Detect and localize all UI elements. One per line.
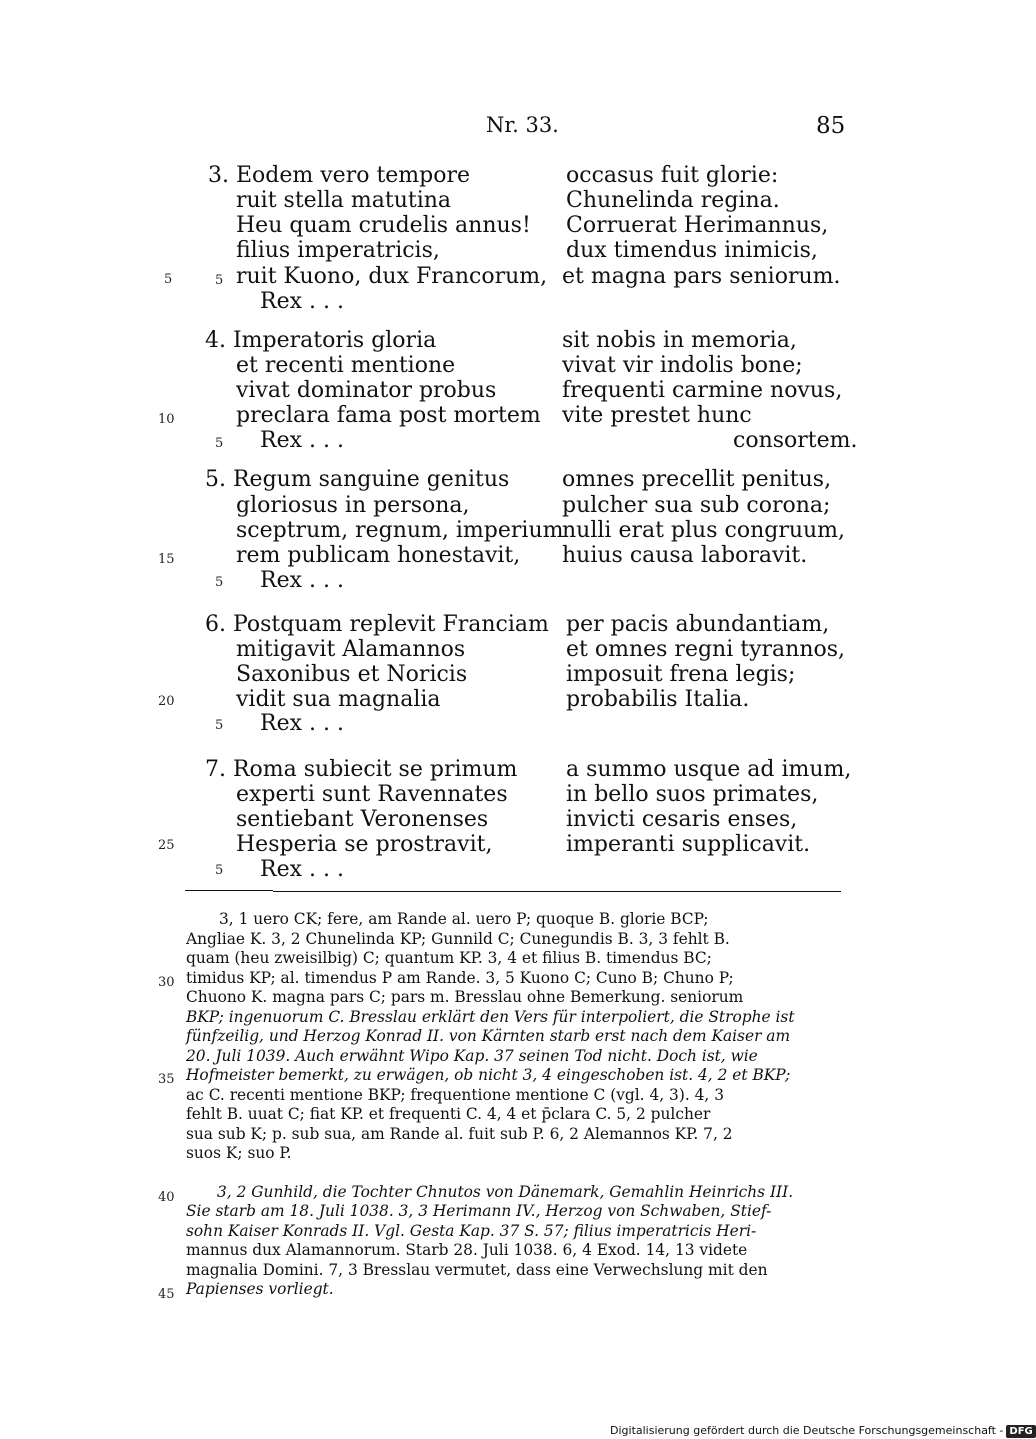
stanza-right-line: consortem.	[733, 428, 858, 453]
stanza-left-line: preclara fama post mortem	[236, 403, 541, 428]
verse-number: 5	[215, 863, 224, 878]
stanza-right-line: probabilis Italia.	[566, 687, 750, 712]
stanza-left-line: 5. Regum sanguine genitus	[205, 467, 510, 492]
commentary-line: sohn Kaiser Konrads II. Vgl. Gesta Kap. 37 S. 57; filius imperatricis Heri-	[186, 1222, 757, 1240]
apparatus-line: 20. Juli 1039. Auch erwähnt Wipo Kap. 37 seinen Tod nicht. Doch ist, wie	[186, 1047, 758, 1065]
apparatus-line: fehlt B. uuat C; fiat KP. et frequenti C. 4, 4 et p̄clara C. 5, 2 pulcher	[186, 1105, 711, 1123]
margin-line-number: 30	[158, 975, 175, 990]
stanza-right-line: pulcher sua sub corona;	[562, 493, 831, 518]
stanza-right-line: imperanti supplicavit.	[566, 832, 811, 857]
apparatus-line: Hofmeister bemerkt, zu erwägen, ob nicht 3, 4 eingeschoben ist. 4, 2 et BKP;	[186, 1066, 791, 1084]
verse-number: 5	[215, 718, 224, 733]
stanza-right-line: a summo usque ad imum,	[566, 757, 852, 782]
stanza-right-line: sit nobis in memoria,	[562, 328, 797, 353]
stanza-right-line: et magna pars seniorum.	[562, 264, 841, 289]
digitization-footer	[610, 1424, 1036, 1438]
stanza-left-line: Hesperia se prostravit,	[236, 832, 493, 857]
refrain: Rex . . .	[260, 711, 344, 736]
stanza-left-line: sceptrum, regnum, imperium	[236, 518, 564, 543]
stanza-left-line: 6. Postquam replevit Franciam	[205, 612, 549, 637]
stanza-left-line: ruit Kuono, dux Francorum,	[236, 264, 548, 289]
stanza-right-line: Chunelinda regina.	[566, 188, 780, 213]
refrain: Rex . . .	[260, 857, 344, 882]
stanza-right-line: vivat vir indolis bone;	[562, 353, 803, 378]
apparatus-line: Angliae K. 3, 2 Chunelinda KP; Gunnild C; Cunegundis B. 3, 3 fehlt B.	[186, 930, 730, 948]
stanza-left-line: sentiebant Veronenses	[236, 807, 489, 832]
stanza-right-line: et omnes regni tyrannos,	[566, 637, 846, 662]
margin-line-number: 40	[158, 1190, 175, 1205]
apparatus-line: ac C. recenti mentione BKP; frequentione mentione C (vgl. 4, 3). 4, 3	[186, 1086, 724, 1104]
apparatus-line: Chuono K. magna pars C; pars m. Bresslau ohne Bemerkung. seniorum	[186, 988, 744, 1006]
stanza-left-line: filius imperatricis,	[236, 238, 440, 263]
margin-line-number: 45	[158, 1287, 175, 1302]
refrain: Rex . . .	[260, 568, 344, 593]
stanza-right-line: omnes precellit penitus,	[562, 467, 832, 492]
margin-line-number: 15	[158, 552, 175, 567]
commentary-line: 3, 2 Gunhild, die Tochter Chnutos von Dänemark, Gemahlin Heinrichs III.	[217, 1183, 794, 1201]
margin-line-number: 20	[158, 694, 175, 709]
stanza-right-line: imposuit frena legis;	[566, 662, 796, 687]
stanza-left-line: et recenti mentione	[236, 353, 456, 378]
stanza-left-line: vidit sua magnalia	[236, 687, 441, 712]
stanza-right-line: vite prestet hunc	[562, 403, 752, 428]
stanza-right-line: nulli erat plus congruum,	[562, 518, 846, 543]
apparatus-line: timidus KP; al. timendus P am Rande. 3, 5 Kuono C; Cuno B; Chuno P;	[186, 969, 734, 987]
verse-number: 5	[215, 273, 224, 288]
apparatus-line: BKP; ingenuorum C. Bresslau erklärt den Vers für interpoliert, die Strophe ist	[186, 1008, 795, 1026]
refrain: Rex . . .	[260, 428, 344, 453]
stanza-left-line: 4. Imperatoris gloria	[205, 328, 437, 353]
stanza-right-line: frequenti carmine novus,	[562, 378, 843, 403]
stanza-left-line: gloriosus in persona,	[236, 493, 470, 518]
separator-rule	[185, 890, 273, 891]
stanza-right-line: occasus fuit glorie:	[566, 163, 779, 188]
stanza-left-line: experti sunt Ravennates	[236, 782, 508, 807]
margin-line-number: 5	[164, 272, 173, 287]
commentary-line: mannus dux Alamannorum. Starb 28. Juli 1038. 6, 4 Exod. 14, 13 videte	[186, 1241, 748, 1259]
stanza-left-line: ruit stella matutina	[236, 188, 452, 213]
commentary-line: Sie starb am 18. Juli 1038. 3, 3 Herimann IV., Herzog von Schwaben, Stief-	[186, 1202, 772, 1220]
verse-number: 5	[215, 575, 224, 590]
stanza-left-line: Saxonibus et Noricis	[236, 662, 468, 687]
page-number: 85	[816, 113, 846, 139]
stanza-right-line: invicti cesaris enses,	[566, 807, 798, 832]
stanza-left-line: vivat dominator probus	[236, 378, 497, 403]
stanza-right-line: per pacis abundantiam,	[566, 612, 830, 637]
stanza-right-line: in bello suos primates,	[566, 782, 819, 807]
refrain: Rex . . .	[260, 289, 344, 314]
running-head: Nr. 33.	[486, 113, 559, 137]
apparatus-line: fünfzeilig, und Herzog Konrad II. von Kärnten starb erst nach dem Kaiser am	[186, 1027, 791, 1045]
separator-rule	[273, 891, 841, 892]
margin-line-number: 25	[158, 838, 175, 853]
stanza-right-line: dux timendus inimicis,	[566, 238, 818, 263]
stanza-left-line: mitigavit Alamannos	[236, 637, 466, 662]
verse-number: 5	[215, 436, 224, 451]
stanza-left-line: Heu quam crudelis annus!	[236, 213, 531, 238]
dfg-logo: DFG	[1006, 1425, 1035, 1438]
stanza-left-line: 7. Roma subiecit se primum	[205, 757, 518, 782]
commentary-line: magnalia Domini. 7, 3 Bresslau vermutet, dass eine Verwechslung mit den	[186, 1261, 768, 1279]
stanza-left-line: 3. Eodem vero tempore	[208, 163, 471, 188]
stanza-left-line: rem publicam honestavit,	[236, 543, 521, 568]
stanza-right-line: huius causa laboravit.	[562, 543, 808, 568]
commentary-line: Papienses vorliegt.	[186, 1280, 334, 1298]
apparatus-line: 3, 1 uero CK; fere, am Rande al. uero P; quoque B. glorie BCP;	[219, 910, 709, 928]
stanza-right-line: Corruerat Herimannus,	[566, 213, 829, 238]
footer-text: Digitalisierung gefördert durch die Deutsche Forschungsgemeinschaft -	[610, 1424, 1004, 1437]
apparatus-line: sua sub K; p. sub sua, am Rande al. fuit sub P. 6, 2 Alemannos KP. 7, 2	[186, 1125, 733, 1143]
apparatus-line: suos K; suo P.	[186, 1144, 292, 1162]
margin-line-number: 35	[158, 1072, 175, 1087]
margin-line-number: 10	[158, 412, 175, 427]
apparatus-line: quam (heu zweisilbig) C; quantum KP. 3, 4 et filius B. timendus BC;	[186, 949, 712, 967]
